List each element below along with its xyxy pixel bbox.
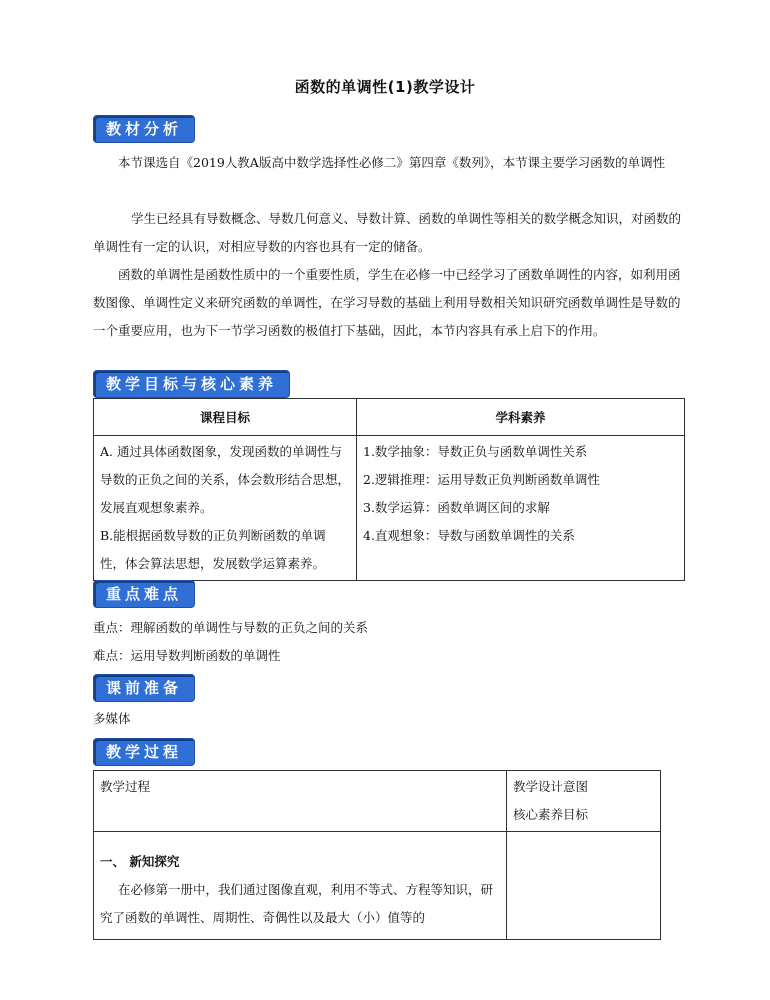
prep-text: 多媒体 (93, 711, 131, 726)
process-header-left (94, 771, 507, 832)
literacy-4: 4.直观想象：导数与函数单调性的关系 (363, 528, 575, 543)
literacy-3: 3.数学运算：函数单调区间的求解 (363, 500, 550, 515)
process-body-text: 在必修第一册中，我们通过图像直观，利用不等式、方程等知识，研究了函数的单调性、周期性、奇偶性以及最大（小）值等的 (100, 882, 494, 925)
section-badge-analysis: 教材分析 (93, 115, 195, 143)
process-header-right (507, 771, 661, 832)
subheading-new-knowledge: 一、 新知探究 (100, 854, 180, 869)
key-point: 重点：理解函数的单调性与导数的正负之间的关系 (93, 620, 369, 635)
literacy-2: 2.逻辑推理：运用导数正负判断函数单调性 (363, 472, 600, 487)
difficult-point: 难点：运用导数判断函数的单调性 (93, 648, 281, 663)
goals-course-cell (94, 436, 357, 581)
literacy-1: 1.数学抽象：导数正负与函数单调性关系 (363, 444, 588, 459)
analysis-paragraph-2: 学生已经具有导数概念、导数几何意义、导数计算、函数的单调性等相关的数学概念知识，对函数的单调性有一定的认识，对相应导数的内容也具有一定的储备。 (93, 211, 682, 254)
section-badge-keypoints: 重点难点 (93, 580, 195, 608)
section-badge-process: 教学过程 (93, 738, 195, 766)
process-table (93, 770, 661, 940)
goals-header-course: 课程目标 (94, 399, 357, 436)
process-body-cell (94, 832, 507, 940)
process-header-label: 教学过程 (100, 779, 151, 794)
process-side-cell (507, 832, 661, 940)
design-intent-label: 教学设计意图 (513, 779, 589, 794)
goal-b: B.能根据函数导数的正负判断函数的单调性，体会算法思想，发展数学运算素养。 (100, 528, 326, 571)
analysis-paragraph-1: 本节课选自《2019人教A版高中数学选择性必修二》第四章《数列》，本节课主要学习函数的单调性 (118, 155, 666, 170)
section-badge-prep: 课前准备 (93, 674, 195, 702)
page-title: 函数的单调性(1)教学设计 (294, 78, 476, 96)
goals-header-literacy: 学科素养 (357, 399, 685, 436)
core-literacy-label: 核心素养目标 (513, 807, 589, 822)
goal-a: A. 通过具体函数图象，发现函数的单调性与导数的正负之间的关系，体会数形结合思想，发展直观想象素养。 (100, 444, 351, 515)
goals-literacy-cell (357, 436, 685, 581)
analysis-paragraph-3: 函数的单调性是函数性质中的一个重要性质，学生在必修一中已经学习了函数单调性的内容，如利用函数图像、单调性定义来研究函数的单调性，在学习导数的基础上利用导数相关知识研究函数单调性是导数的一个重要应用，也为下一节学习函数的极值打下基础，因此，本节内容具有承上启下的作用。 (93, 267, 681, 338)
section-badge-goals: 教学目标与核心素养 (93, 370, 290, 398)
goals-table (93, 398, 685, 581)
